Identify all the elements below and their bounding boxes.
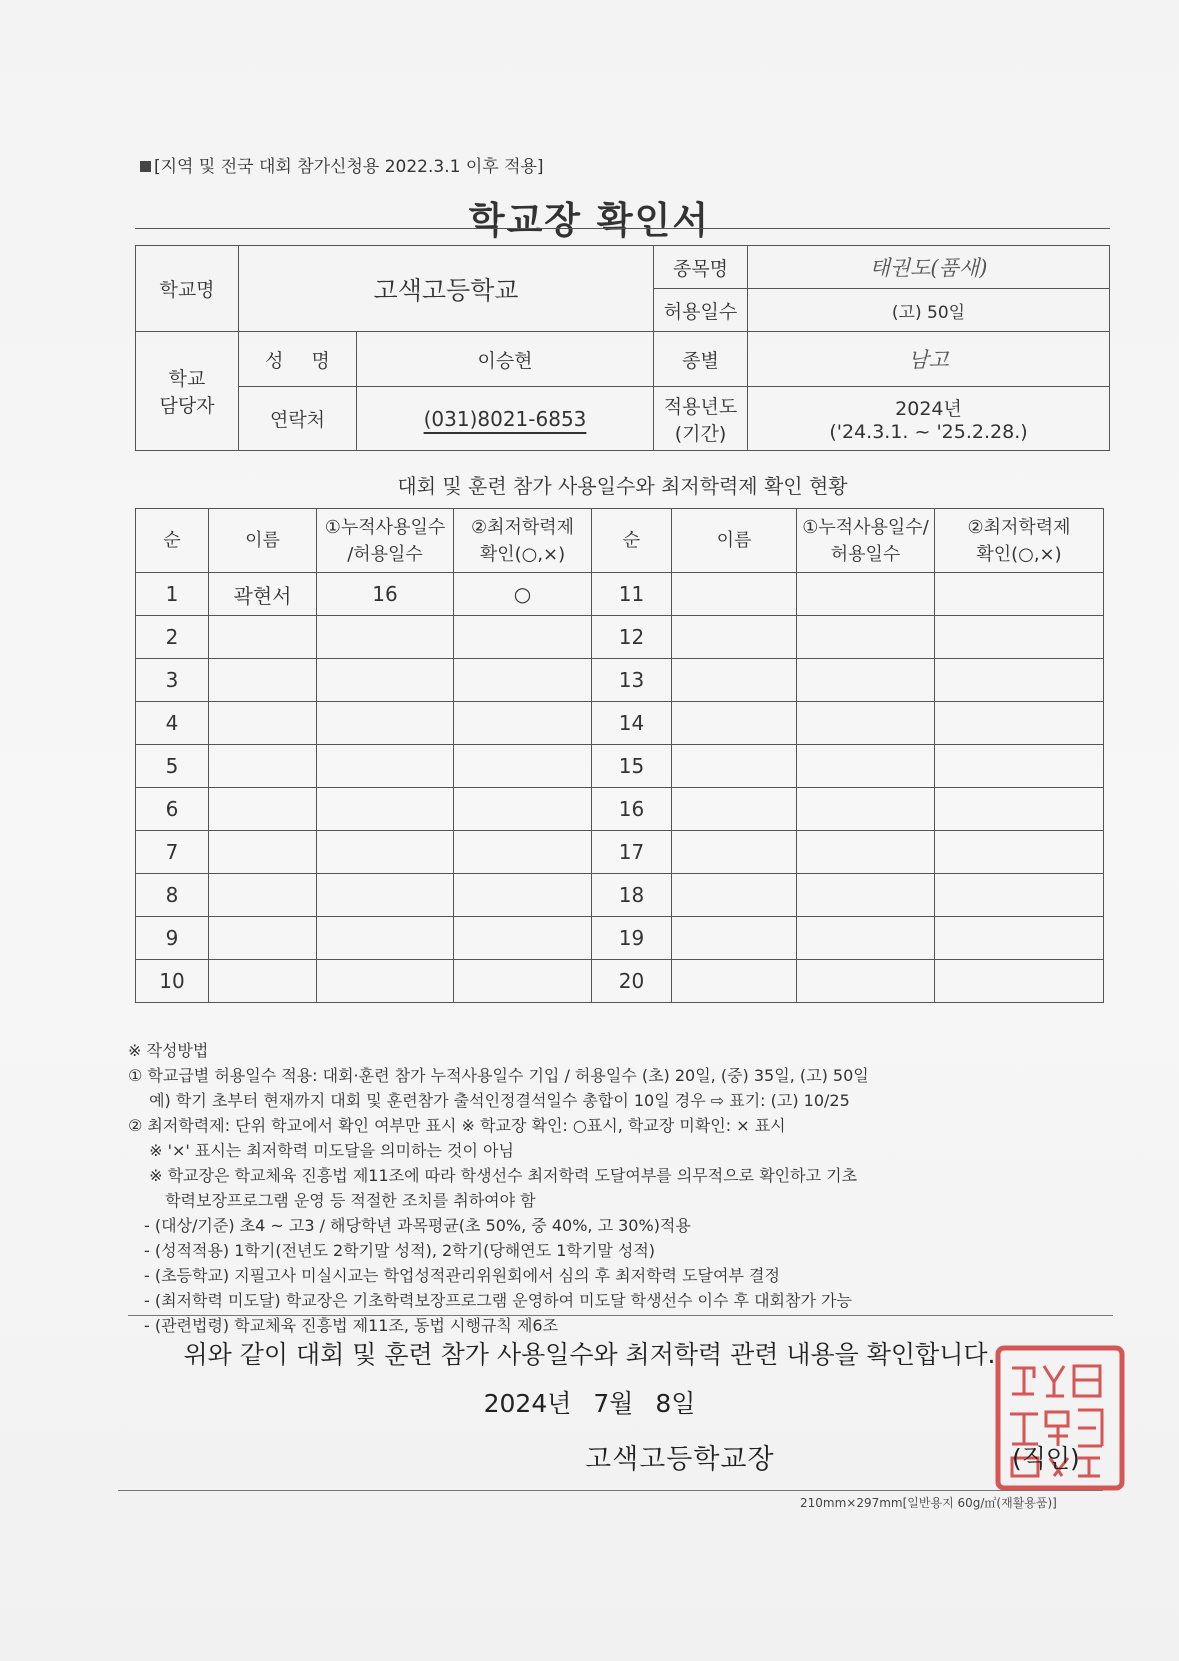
name-value: 이승현: [357, 332, 654, 387]
row-number-right: 18: [592, 874, 672, 917]
student-name-right: [672, 616, 797, 659]
row-number-right: 12: [592, 616, 672, 659]
student-name-right: [672, 831, 797, 874]
row-number: 1: [136, 573, 209, 616]
confirmation-statement: 위와 같이 대회 및 훈련 참가 사용일수와 최저학력 관련 내용을 확인합니다.: [183, 1340, 996, 1369]
min-check: [454, 659, 592, 702]
sport-value: 태권도(품새): [748, 246, 1110, 289]
used-days-right: [797, 616, 935, 659]
contact-label: 연락처: [239, 387, 357, 451]
used-days: [317, 745, 454, 788]
contact-value-cell: [357, 387, 654, 451]
student-name: [209, 616, 317, 659]
instruction-line: ※ 학교장은 학교체육 진흥법 제11조에 따라 학생선수 최저학력 도달여부를 의무적으로 확인하고 기초: [128, 1166, 858, 1185]
used-days: [317, 917, 454, 960]
min-check-right: [935, 702, 1104, 745]
principal-name: 고색고등학교장: [585, 1444, 775, 1475]
used-days: [317, 831, 454, 874]
table-row: [136, 702, 1104, 745]
school-name: 고색고등학교: [239, 246, 654, 332]
instruction-line: - (최저학력 미도달) 학교장은 기초학력보장프로그램 운영하여 미도달 학생선수 이수 후 대회참가 가능: [128, 1291, 852, 1310]
footer-divider: [118, 1490, 1103, 1491]
row-number-right: 20: [592, 960, 672, 1003]
status-table: [135, 508, 1104, 1003]
row-number-right: 15: [592, 745, 672, 788]
used-days-right: [797, 874, 935, 917]
instruction-line: - (성적적용) 1학기(전년도 2학기말 성적), 2학기(당해연도 1학기말 성적): [128, 1241, 656, 1260]
year-value-cell: [748, 387, 1110, 451]
school-label: 학교명: [136, 246, 239, 332]
instruction-line: 예) 학기 초부터 현재까지 대회 및 훈련참가 출석인정결석일수 총합이 10일 경우 ⇨ 표기: (고) 10/25: [128, 1091, 850, 1110]
contact-value: (031)8021-6853: [423, 406, 587, 431]
student-name: [209, 788, 317, 831]
instruction-line: - (초등학교) 지필고사 미실시교는 학업성적관리위원회에서 심의 후 최저학력 도달여부 결정: [128, 1266, 780, 1285]
status-header-row: [136, 509, 1104, 573]
school-info-table: [135, 245, 1110, 451]
used-days-right: [797, 659, 935, 702]
row-number: 2: [136, 616, 209, 659]
row-number: 9: [136, 917, 209, 960]
row-number-right: 14: [592, 702, 672, 745]
usage-note: [지역 및 전국 대회 참가신청용 2022.3.1 이후 적용]: [140, 152, 544, 177]
header-days: ①누적사용일수 /허용일수: [317, 509, 454, 573]
header-no-right: 순: [592, 509, 672, 573]
used-days: [317, 874, 454, 917]
student-name-right: [672, 659, 797, 702]
min-check: [454, 788, 592, 831]
student-name: [209, 702, 317, 745]
category-value: 남고: [748, 332, 1110, 387]
paper-spec: 210mm×297mm[일반용지 60g/㎡(재활용품)]: [800, 1496, 1057, 1510]
notes-divider: [128, 1315, 1113, 1316]
student-name-right: [672, 874, 797, 917]
min-check: [454, 702, 592, 745]
row-number: 3: [136, 659, 209, 702]
used-days: 16: [317, 573, 454, 616]
student-name-right: [672, 573, 797, 616]
status-rows: [136, 573, 1104, 1003]
header-name-right: 이름: [672, 509, 797, 573]
student-name: [209, 659, 317, 702]
row-number: 6: [136, 788, 209, 831]
student-name: [209, 917, 317, 960]
year-label: 적용년도 (기간): [654, 387, 748, 451]
used-days-right: [797, 831, 935, 874]
table-row: [136, 659, 1104, 702]
student-name-right: [672, 702, 797, 745]
student-name: 곽현서: [209, 573, 317, 616]
category-label: 종별: [654, 332, 748, 387]
min-check-right: [935, 616, 1104, 659]
header-min-check: ②최저학력제 확인(○,×): [454, 509, 592, 573]
row-number: 5: [136, 745, 209, 788]
row-number: 8: [136, 874, 209, 917]
min-check: [454, 831, 592, 874]
table-row: [136, 616, 1104, 659]
used-days-right: [797, 788, 935, 831]
min-check-right: [935, 960, 1104, 1003]
table-row: [136, 874, 1104, 917]
row-number-right: 19: [592, 917, 672, 960]
student-name: [209, 874, 317, 917]
row-number-right: 13: [592, 659, 672, 702]
name-label: 성 명: [239, 332, 357, 387]
student-name: [209, 960, 317, 1003]
min-check: [454, 745, 592, 788]
used-days: [317, 616, 454, 659]
table-row: [136, 573, 1104, 616]
instruction-line: 학력보장프로그램 운영 등 적절한 조치를 취하여야 함: [128, 1191, 536, 1210]
min-check: [454, 960, 592, 1003]
instruction-line: ① 학교급별 허용일수 적용: 대회·훈련 참가 누적사용일수 기입 / 허용일수 (초) 20일, (중) 35일, (고) 50일: [128, 1066, 869, 1085]
student-name-right: [672, 745, 797, 788]
instruction-line: ② 최저학력제: 단위 학교에서 확인 여부만 표시 ※ 학교장 확인: ○표시, 학교장 미확인: × 표시: [128, 1116, 786, 1135]
used-days: [317, 702, 454, 745]
header-no: 순: [136, 509, 209, 573]
table-row: [136, 831, 1104, 874]
instruction-line: - (관련법령) 학교체육 진흥법 제11조, 동법 시행규칙 제6조: [128, 1316, 559, 1335]
used-days-right: [797, 960, 935, 1003]
min-check: ○: [454, 573, 592, 616]
min-check: [454, 917, 592, 960]
table-row: [136, 745, 1104, 788]
student-name-right: [672, 788, 797, 831]
used-days-right: [797, 573, 935, 616]
row-number-right: 17: [592, 831, 672, 874]
min-check-right: [935, 573, 1104, 616]
row-number-right: 16: [592, 788, 672, 831]
instructions: [128, 1038, 1113, 1338]
min-check-right: [935, 788, 1104, 831]
instruction-line: ※ '×' 표시는 최저학력 미도달을 의미하는 것이 아님: [128, 1141, 514, 1160]
min-check-right: [935, 831, 1104, 874]
row-number: 4: [136, 702, 209, 745]
title-divider: [135, 228, 1110, 229]
min-check-right: [935, 659, 1104, 702]
table-row: [136, 960, 1104, 1003]
used-days-right: [797, 702, 935, 745]
document-title: 학교장 확인서: [468, 199, 711, 242]
instruction-line: - (대상/기준) 초4 ~ 고3 / 해당학년 과목평균(초 50%, 중 40%, 고 30%)적용: [128, 1216, 691, 1235]
header-days-right: ①누적사용일수/ 허용일수: [797, 509, 935, 573]
table-row: [136, 788, 1104, 831]
student-name-right: [672, 960, 797, 1003]
row-number: 10: [136, 960, 209, 1003]
used-days-right: [797, 917, 935, 960]
min-check-right: [935, 917, 1104, 960]
table-row: [136, 917, 1104, 960]
min-check: [454, 616, 592, 659]
min-check-right: [935, 874, 1104, 917]
allowed-days-value: (고) 50일: [748, 289, 1110, 332]
min-check: [454, 874, 592, 917]
used-days-right: [797, 745, 935, 788]
used-days: [317, 788, 454, 831]
year-value: 2024년: [895, 398, 962, 420]
seal-label: (직인): [1012, 1444, 1080, 1473]
student-name: [209, 831, 317, 874]
row-number: 7: [136, 831, 209, 874]
instructions-heading: ※ 작성방법: [128, 1041, 209, 1060]
confirmation-date: 2024년 7월 8일: [483, 1389, 696, 1418]
student-name-right: [672, 917, 797, 960]
used-days: [317, 960, 454, 1003]
student-name: [209, 745, 317, 788]
manager-label: 학교 담당자: [136, 332, 239, 451]
row-number-right: 11: [592, 573, 672, 616]
used-days: [317, 659, 454, 702]
allowed-days-label: 허용일수: [654, 289, 748, 332]
square-bullet-icon: [140, 161, 151, 172]
header-min-check-right: ②최저학력제 확인(○,×): [935, 509, 1104, 573]
status-title: 대회 및 훈련 참가 사용일수와 최저학력제 확인 현황: [397, 474, 848, 498]
period-value: ('24.3.1. ~ '25.2.28.): [829, 421, 1028, 443]
min-check-right: [935, 745, 1104, 788]
sport-label: 종목명: [654, 246, 748, 289]
header-name: 이름: [209, 509, 317, 573]
